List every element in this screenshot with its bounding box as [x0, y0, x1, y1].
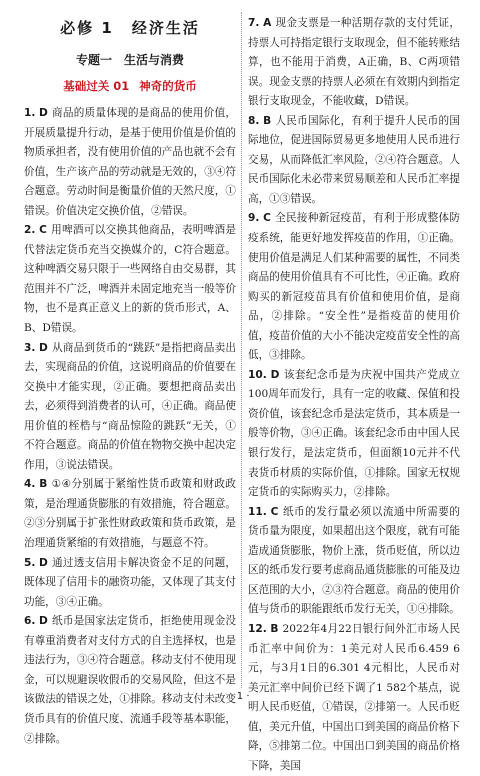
answer-item	[248, 209, 460, 365]
answer-explanation: 该套纪念币是为庆祝中国共产党成立100周年而发行，具有一定的收藏、保值和投资价值，该套纪念币是法定货币，其本质是一般等价物，③④正确。该套纪念币由中国人民银行发行，是法定货币，但面额10元并不代表货币材质的实际价值，①排除。国家无权规定货币的实际购买力，②排除。	[248, 368, 460, 499]
answer-explanation: 通过透支信用卡解决资金不足的问题，既体现了信用卡的融资功能，又体现了其支付功能，③④正确。	[24, 556, 236, 608]
answer-letter: D	[39, 107, 48, 119]
question-number: 1.	[24, 107, 36, 119]
answer-letter: B	[39, 478, 48, 491]
question-number: 2.	[24, 224, 36, 237]
answer-letter: A	[263, 17, 272, 29]
question-number: 5.	[24, 556, 36, 569]
answer-explanation: 商品的质量体现的是商品的使用价值，开展质量提升行动，是基于使用价值是价值的物质承担者，没有使用价值的产品也就不会有价值，生产该产品的劳动就是无效的，③④符合题意。劳动时间是衡量价值的天然尺度，①错误。价值决定交换价值，②错误。	[24, 107, 236, 217]
answer-letter: D	[39, 556, 48, 569]
question-number: 9.	[248, 212, 260, 225]
answer-item	[248, 112, 460, 210]
answer-item	[24, 339, 236, 476]
question-number: 4.	[24, 478, 36, 491]
answer-explanation: 人民币国际化，有利于提升人民币的国际地位，促进国际贸易更多地使用人民币进行交易，从而降低汇率风险，②④符合题意。人民币国际化未必带来贸易顺差和人民币汇率提高，①③错误。	[248, 114, 460, 205]
answer-letter: B	[263, 114, 272, 127]
question-number: 6.	[24, 615, 36, 628]
answer-item	[24, 475, 236, 553]
answer-explanation: 纸币是国家法定货币，拒绝使用现金没有尊重消费者对支付方式的自主选择权，也是违法行为，③④符合题意。移动支付不使用现金，可以规避误收假币的交易风险，但这不是该做法的错误之处，①排除。移动支付未改变货币具有的价值尺度、流通手段等基本职能，②排除。	[24, 615, 236, 745]
left-column	[24, 14, 236, 749]
question-number: 11.	[248, 505, 267, 518]
answer-letter: C	[263, 212, 271, 225]
answer-item	[248, 14, 460, 112]
right-column	[248, 14, 460, 776]
question-number: 10.	[248, 368, 267, 381]
answer-item	[24, 104, 236, 221]
left-answer-list	[24, 104, 236, 749]
answer-item	[24, 221, 236, 338]
answer-item	[24, 554, 236, 613]
question-number: 8.	[248, 114, 260, 127]
question-number: 12.	[248, 622, 267, 635]
question-number: 3.	[24, 341, 36, 354]
answer-explanation: 用啤酒可以交换其他商品，表明啤酒是代替法定货币充当交换媒介的，C符合题意。这种啤酒交易只限于一些网络自由交易群，其范围并不广泛，啤酒并未固定地充当一般等价物，也不是真正意义上的新的货币形式，A、B、D错误。	[24, 224, 236, 335]
answer-explanation: 纸币的发行量必须以流通中所需要的货币量为限度，如果超出这个限度，就有可能造成通货膨胀，物价上涨，货币贬值，所以边区的纸币发行要考虑商品通货膨胀的可能及边区范围的大小，②③符合题意。商品的使用价值与货币的职能跟纸币发行无关，①④排除。	[248, 505, 460, 616]
answer-letter: C	[270, 505, 279, 518]
answer-item	[24, 612, 236, 749]
answer-item	[248, 366, 460, 503]
column-divider	[241, 12, 242, 688]
answer-explanation: 现金支票是一种活期存款的支付凭证，持票人可持指定银行支取现金，但不能转账结算，也不能用于消费，A正确，B、C两项错误。现金支票的持票人必须在有效期内到指定银行支取现金，不能收藏，D错误。	[248, 17, 461, 108]
answer-item	[248, 503, 460, 620]
answer-letter: D	[39, 615, 48, 628]
answer-explanation: ①④分别属于紧缩性货币政策和财政政策，是治理通货膨胀的有效措施，符合题意。②③分别属于扩张性财政政策和货币政策，是治理通货紧缩的有效措施，与题意不符。	[24, 478, 236, 550]
book-title: 必修 1 经济生活	[60, 19, 200, 37]
answer-explanation: 从商品到货币的“跳跃”是指把商品卖出去，实现商品的价值，这说明商品的价值要在交换中才能实现，②正确。要想把商品卖出去，必须得到消费者的认可，④正确。商品使用价值的桎梏与“商品惊险的跳跃”无关，①不符合题意。商品的价值在物物交换中起决定作用，③说法错误。	[24, 341, 236, 471]
answer-explanation: 2022年4月22日银行间外汇市场人民币汇率中间价为：1美元对人民币6.459 6元，与3月1日的6.301 4元相比，人民币对美元汇率中间价已经下调了1 582个基点，说明人民币贬值，①错误，②排第一。人民币贬值，美元升值，中国出口到美国的商品价格下降，⑤排第二位。中国出口到美国的商品价格下降，美国	[248, 622, 460, 772]
answer-letter: D	[270, 368, 280, 381]
answer-letter: C	[39, 224, 47, 237]
section-title: 基础过关 01 神奇的货币	[63, 79, 197, 93]
answer-letter: D	[39, 341, 48, 354]
page-number: · 1 ·	[230, 691, 250, 702]
question-number: 7.	[248, 17, 260, 29]
topic-title: 专题一 生活与消费	[75, 53, 185, 67]
answer-explanation: 全民接种新冠疫苗，有利于形成整体防疫系统，能更好地发挥疫苗的作用，①正确。使用价值是满足人们某种需要的属性，不同类商品的使用价值具有不可比性，④正确。政府购买的新冠疫苗具有价值和使用价值，是商品，②排除。“安全性”是指疫苗的使用价值，疫苗价值的大小不能决定疫苗安全性的高低，③排除。	[248, 212, 460, 362]
right-answer-list	[248, 14, 460, 776]
answer-letter: B	[270, 622, 279, 635]
